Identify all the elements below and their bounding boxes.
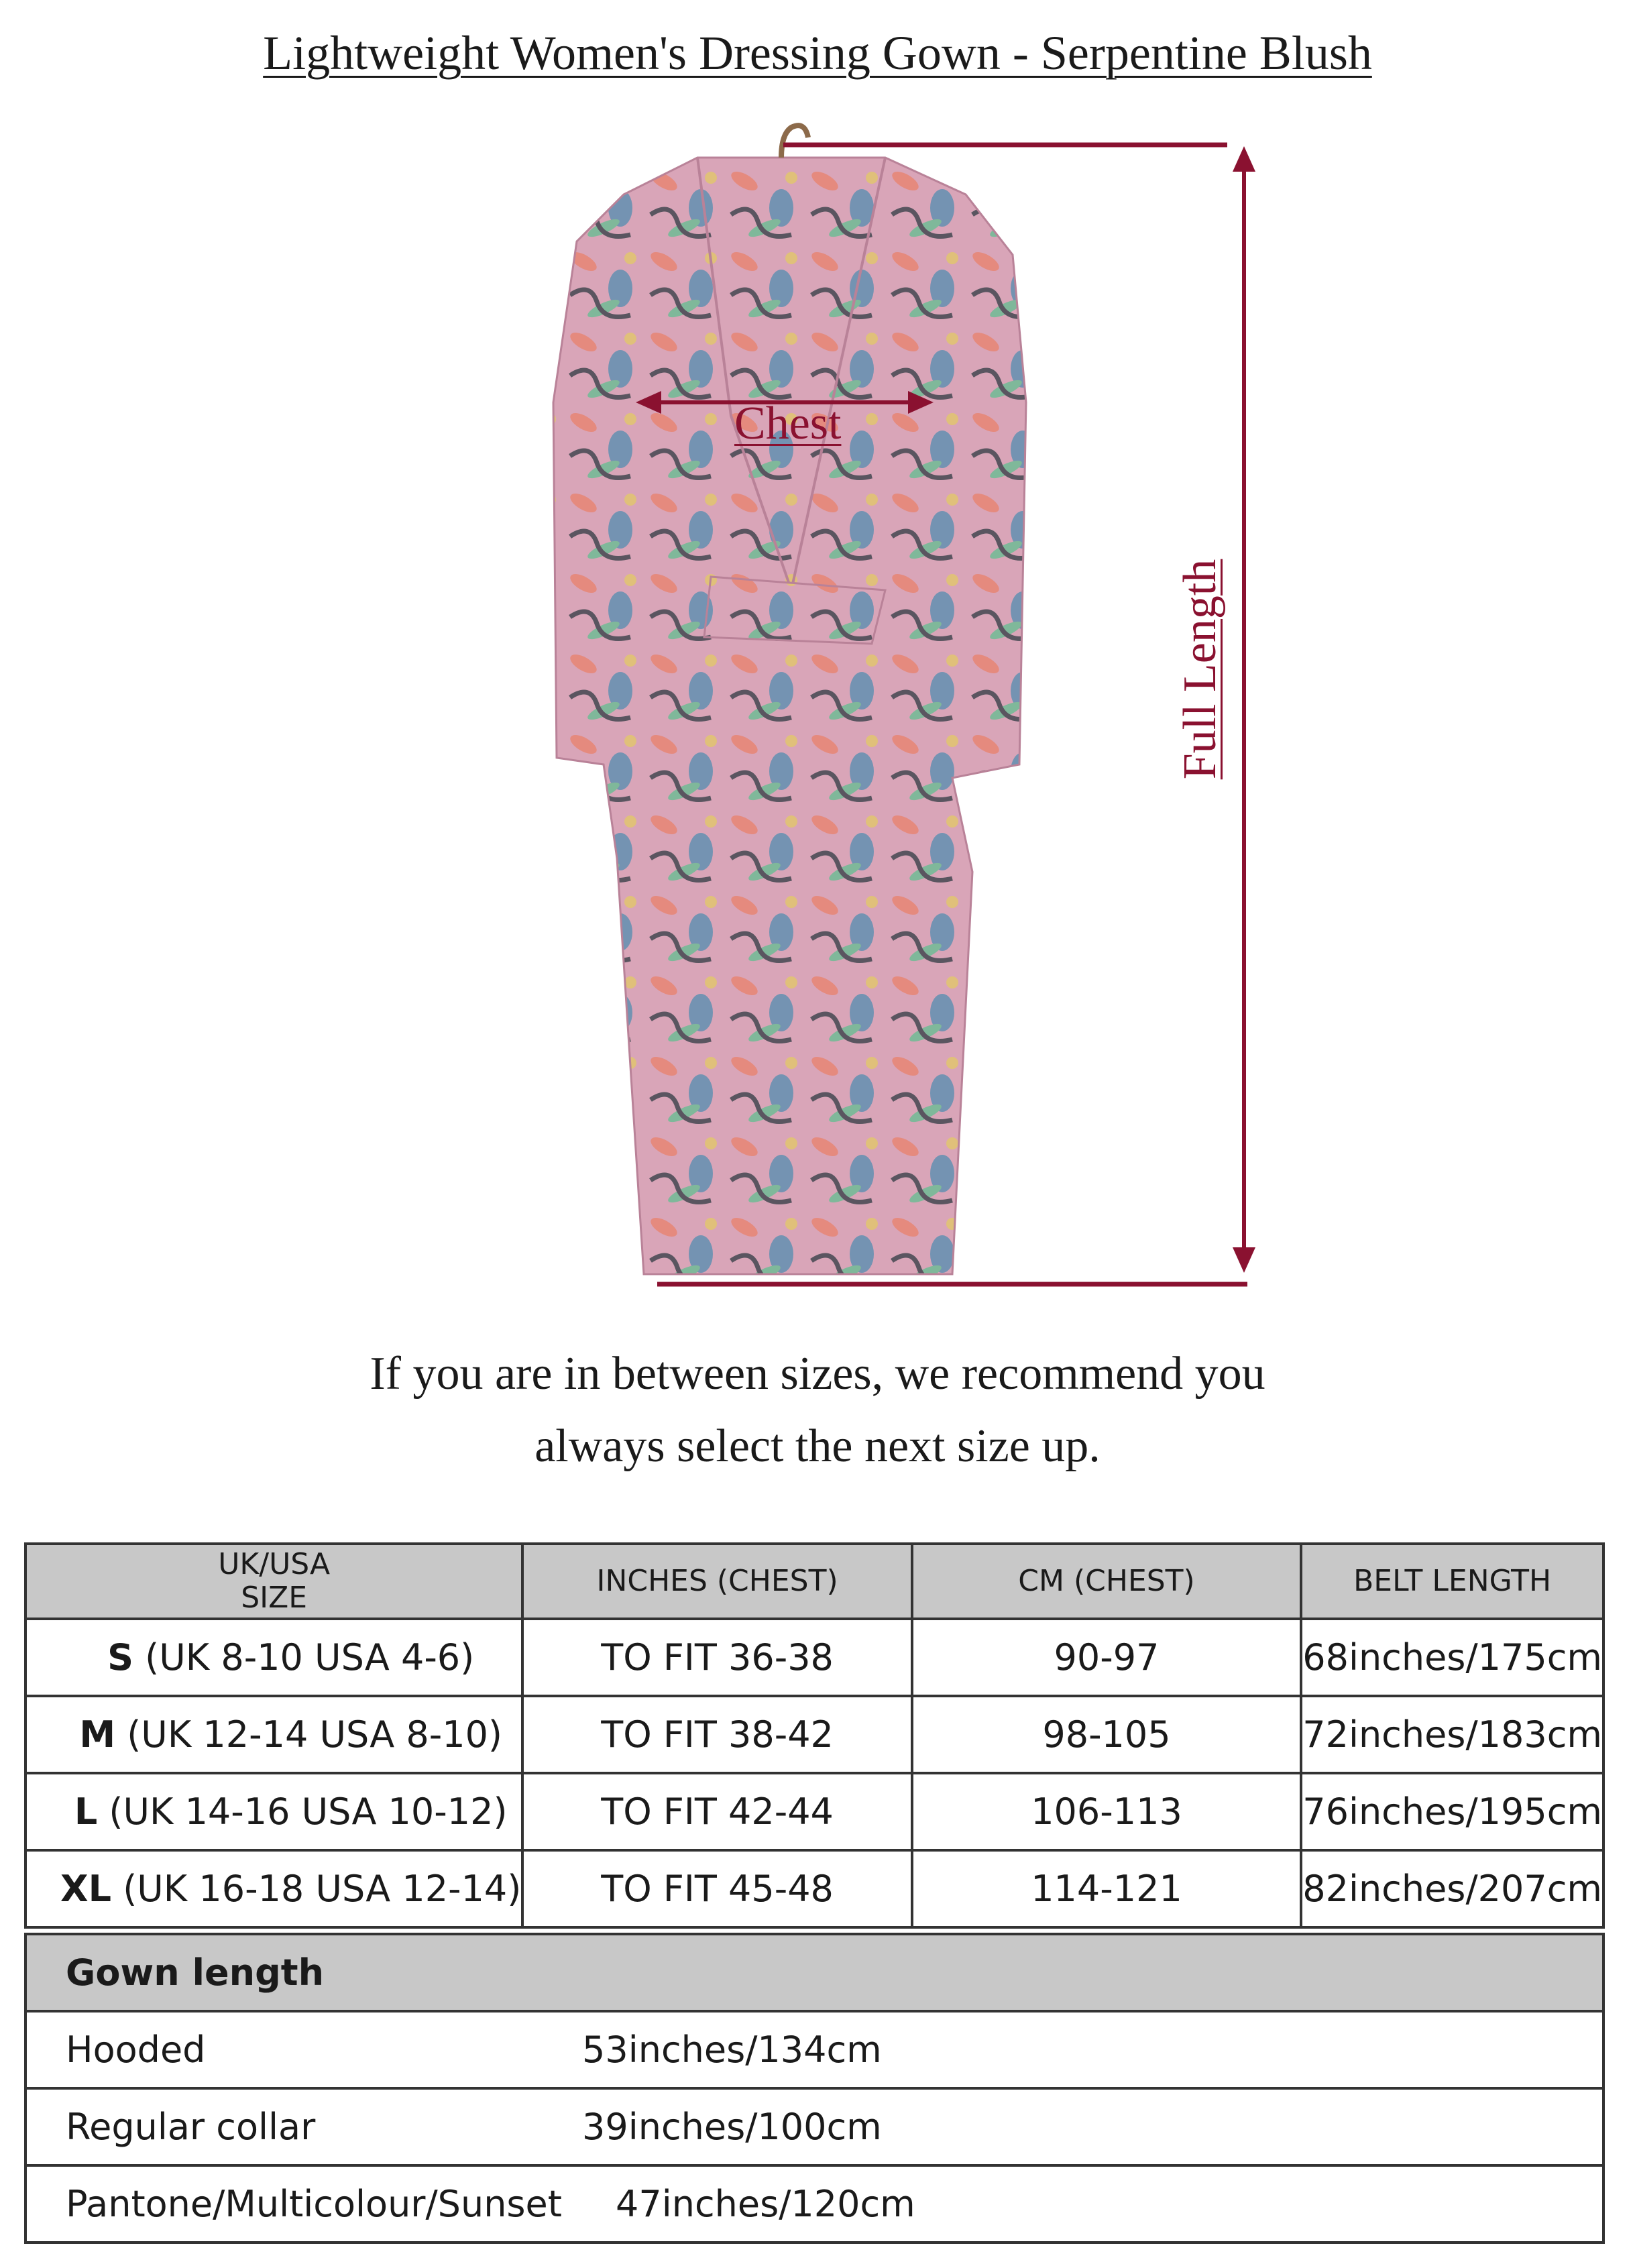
size-detail: (UK 8-10 USA 4-6)	[133, 1636, 475, 1679]
size-code: L	[74, 1791, 98, 1833]
size-detail: (UK 12-14 USA 8-10)	[115, 1713, 503, 1756]
sizing-note	[0, 1338, 1635, 1483]
sizing-note-line-1: If you are in between sizes, we recommend you	[370, 1348, 1265, 1400]
belt-cell: 72inches/183cm	[1301, 1696, 1603, 1773]
size-detail: (UK 14-16 USA 10-12)	[97, 1791, 508, 1833]
table-row	[25, 1619, 1603, 1696]
size-code: XL	[60, 1868, 112, 1910]
table-row	[25, 1850, 1603, 1927]
size-detail: (UK 16-18 USA 12-14)	[111, 1868, 522, 1910]
table-row	[25, 2088, 1603, 2165]
header-belt-length: BELT LENGTH	[1301, 1544, 1603, 1619]
header-inches: INCHES (CHEST)	[522, 1544, 911, 1619]
header-uk-usa-size	[25, 1544, 522, 1619]
length-style: Regular collar	[66, 2106, 316, 2148]
length-value: 47inches/120cm	[616, 2183, 915, 2225]
belt-cell: 82inches/207cm	[1301, 1850, 1603, 1927]
size-cell	[25, 1619, 522, 1696]
hanger-icon	[781, 125, 808, 158]
cm-cell: 90-97	[912, 1619, 1301, 1696]
size-code: S	[107, 1636, 133, 1679]
belt-cell: 76inches/195cm	[1301, 1773, 1603, 1850]
size-cell	[25, 1773, 522, 1850]
length-style: Pantone/Multicolour/Sunset	[66, 2183, 562, 2225]
length-style: Hooded	[66, 2029, 206, 2071]
table-row	[25, 2011, 1603, 2088]
belt-cell: 68inches/175cm	[1301, 1619, 1603, 1696]
header-size: SIZE	[241, 1581, 308, 1615]
cm-cell: 114-121	[912, 1850, 1301, 1927]
cm-cell: 98-105	[912, 1696, 1301, 1773]
table-row	[25, 1773, 1603, 1850]
length-value: 53inches/134cm	[582, 2029, 882, 2071]
full-length-label: Full Length	[1174, 559, 1226, 780]
gown-length-table	[24, 1933, 1605, 2244]
size-code: M	[79, 1713, 116, 1756]
inches-cell: TO FIT 42-44	[522, 1773, 911, 1850]
inches-cell: TO FIT 36-38	[522, 1619, 911, 1696]
table-row	[25, 2165, 1603, 2243]
size-table-header	[25, 1544, 1603, 1619]
size-cell	[25, 1696, 522, 1773]
table-row	[25, 1696, 1603, 1773]
length-value: 39inches/100cm	[582, 2106, 882, 2148]
size-cell	[25, 1850, 522, 1927]
chest-label: Chest	[734, 398, 842, 449]
header-uk-usa: UK/USA	[218, 1547, 331, 1581]
page-title: Lightweight Women's Dressing Gown - Serpentine Blush	[263, 26, 1372, 80]
gown-length-heading: Gown length	[25, 1934, 1603, 2011]
header-cm: CM (CHEST)	[912, 1544, 1301, 1619]
cm-cell: 106-113	[912, 1773, 1301, 1850]
inches-cell: TO FIT 45-48	[522, 1850, 911, 1927]
sizing-note-line-2: always select the next size up.	[534, 1420, 1101, 1472]
gown-shape	[553, 158, 1026, 1274]
inches-cell: TO FIT 38-42	[522, 1696, 911, 1773]
size-table	[24, 1542, 1605, 1929]
